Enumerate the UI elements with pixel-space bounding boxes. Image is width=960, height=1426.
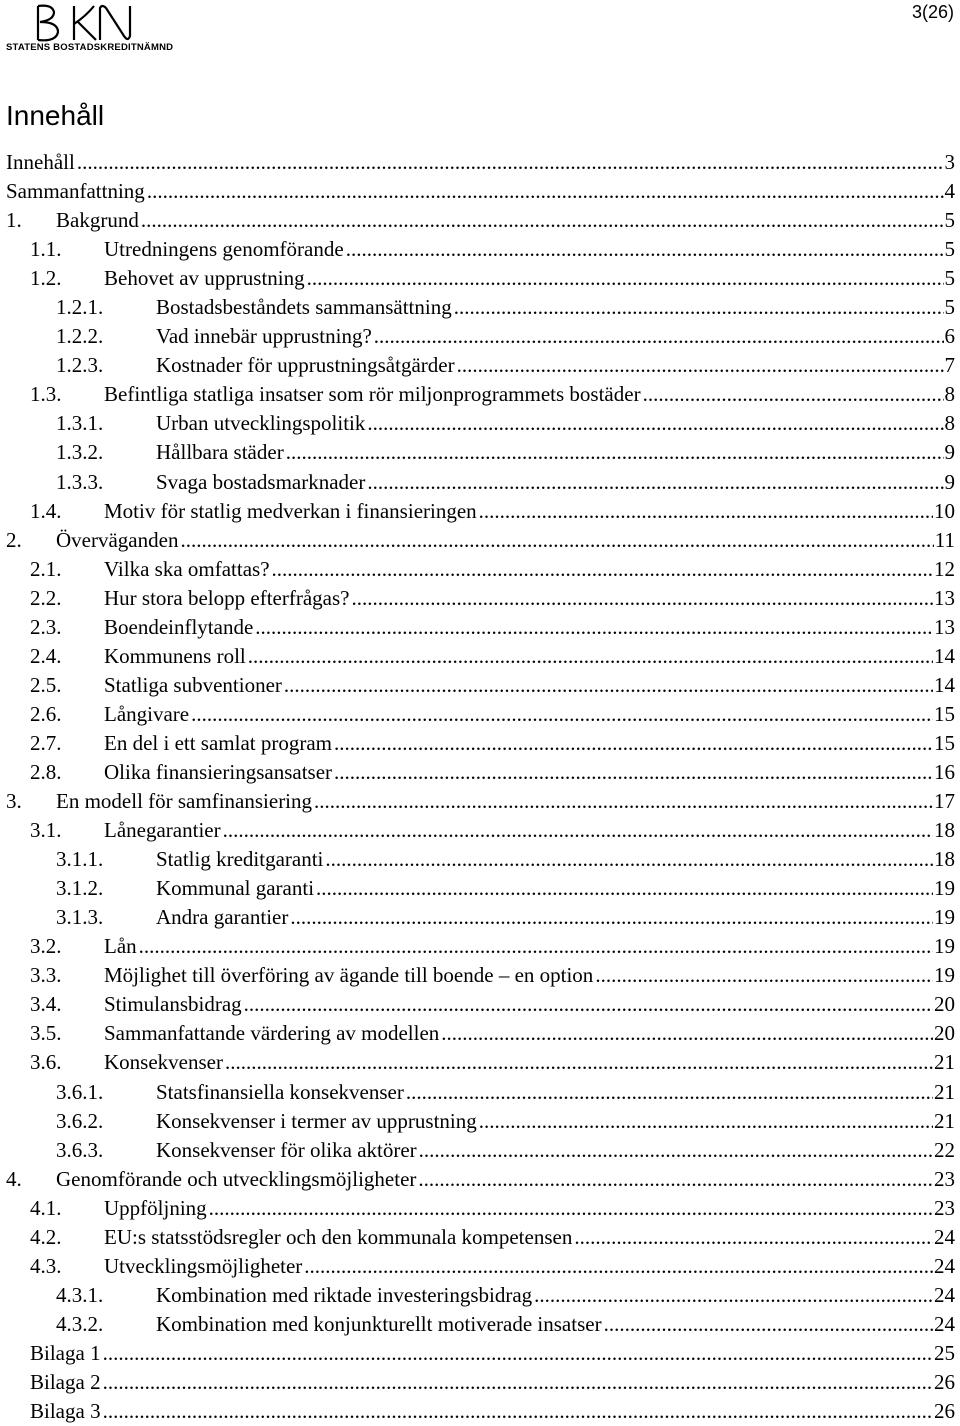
toc-entry-title: En modell för samfinansiering (56, 787, 314, 816)
toc-entry[interactable] (0, 438, 955, 467)
toc-entry-page: 24 (933, 1281, 955, 1310)
toc-dot-leader (286, 438, 944, 467)
toc-entry-number: 1.3.2. (56, 440, 104, 465)
toc-entry[interactable] (0, 1339, 955, 1368)
toc-entry-page: 15 (933, 729, 955, 758)
toc-entry-title: Hållbara städer (156, 438, 286, 467)
toc-entry[interactable] (0, 1281, 955, 1310)
toc-entry[interactable] (0, 526, 955, 555)
toc-entry-page: 26 (933, 1368, 955, 1397)
toc-entry-number: 3.6.2. (56, 1108, 104, 1133)
toc-dot-leader (209, 1194, 933, 1223)
toc-entry-page: 18 (933, 816, 955, 845)
toc-entry-title: Innehåll (6, 148, 77, 177)
toc-entry-page: 22 (933, 1136, 955, 1165)
toc-entry-page: 14 (933, 671, 955, 700)
toc-dot-leader (244, 990, 933, 1019)
toc-dot-leader (419, 1136, 933, 1165)
toc-entry-number: 2.3. (30, 614, 62, 639)
toc-entry[interactable] (0, 1136, 955, 1165)
toc-entry-page: 7 (944, 351, 956, 380)
toc-dot-leader (191, 700, 933, 729)
toc-entry-number: 1.2. (30, 266, 62, 291)
toc-entry-page: 21 (933, 1107, 955, 1136)
toc-entry-title: Urban utvecklingspolitik (156, 409, 367, 438)
toc-dot-leader (574, 1223, 933, 1252)
toc-entry-number: 1.3.1. (56, 411, 104, 436)
toc-entry[interactable] (0, 642, 955, 671)
toc-dot-leader (139, 932, 933, 961)
toc-entry-title: Långivare (104, 700, 191, 729)
toc-entry[interactable] (0, 1194, 955, 1223)
toc-entry[interactable] (0, 932, 955, 961)
toc-entry-page: 5 (944, 206, 956, 235)
toc-entry[interactable] (0, 613, 955, 642)
toc-entry[interactable] (0, 351, 955, 380)
toc-entry-page: 8 (944, 409, 956, 438)
toc-entry[interactable] (0, 816, 955, 845)
toc-dot-leader (479, 497, 933, 526)
toc-dot-leader (103, 1339, 933, 1368)
toc-entry-page: 4 (944, 177, 956, 206)
toc-entry-page: 6 (944, 322, 956, 351)
toc-dot-leader (454, 293, 944, 322)
toc-entry[interactable] (0, 758, 955, 787)
page-title: Innehåll (6, 100, 105, 131)
toc-entry-number: 2.1. (30, 556, 62, 581)
toc-dot-leader (180, 526, 933, 555)
toc-dot-leader (255, 613, 933, 642)
toc-entry-number: 2.5. (30, 672, 62, 697)
toc-entry-number: 4. (6, 1166, 22, 1191)
toc-entry-page: 21 (933, 1078, 955, 1107)
toc-entry[interactable] (0, 700, 955, 729)
toc-dot-leader (441, 1019, 933, 1048)
toc-entry[interactable] (0, 1368, 955, 1397)
toc-dot-leader (290, 903, 933, 932)
toc-entry-number: 4.2. (30, 1224, 62, 1249)
toc-entry-page: 18 (933, 845, 955, 874)
toc-entry-title: Kombination med riktade investeringsbidrag (156, 1281, 534, 1310)
toc-entry-number: 4.3.1. (56, 1282, 104, 1307)
toc-dot-leader (334, 758, 933, 787)
toc-entry-number: 1.3.3. (56, 469, 104, 494)
toc-entry-number: 3.3. (30, 963, 62, 988)
toc-entry-title: Överväganden (56, 526, 180, 555)
toc-entry-page: 9 (944, 468, 956, 497)
toc-dot-leader (346, 235, 944, 264)
toc-entry-title: Kombination med konjunkturellt motiverade insatser (156, 1310, 604, 1339)
toc-dot-leader (351, 584, 933, 613)
toc-entry[interactable] (0, 1252, 955, 1281)
toc-entry-number: 4.3. (30, 1253, 62, 1278)
toc-entry-page: 10 (933, 497, 955, 526)
toc-entry-number: 1.2.1. (56, 295, 104, 320)
toc-entry-number: 3.6. (30, 1050, 62, 1075)
toc-entry-title: Utvecklingsmöjligheter (104, 1252, 304, 1281)
toc-entry-number: 2.4. (30, 643, 62, 668)
toc-entry-number: 1.4. (30, 498, 62, 523)
toc-entry-page: 11 (934, 526, 955, 555)
toc-entry-number: 3.5. (30, 1021, 62, 1046)
toc-entry[interactable] (0, 1078, 955, 1107)
toc-dot-leader (367, 468, 943, 497)
toc-entry[interactable] (0, 468, 955, 497)
toc-entry[interactable] (0, 264, 955, 293)
toc-entry-number: 3.6.3. (56, 1137, 104, 1162)
toc-entry-page: 19 (933, 903, 955, 932)
toc-entry-page: 19 (933, 932, 955, 961)
toc-entry-title: Kostnader för upprustningsåtgärder (156, 351, 457, 380)
toc-entry-title: Befintliga statliga insatser som rör miljonprogrammets bostäder (104, 380, 643, 409)
toc-entry[interactable] (0, 322, 955, 351)
toc-entry-number: 1.2.2. (56, 324, 104, 349)
toc-entry-title: Stimulansbidrag (104, 990, 244, 1019)
toc-entry[interactable] (0, 1019, 955, 1048)
toc-entry[interactable] (0, 1048, 955, 1077)
toc-dot-leader (418, 1165, 933, 1194)
toc-entry-number: 3.6.1. (56, 1079, 104, 1104)
toc-entry-title: Konsekvenser i termer av upprustning (156, 1107, 479, 1136)
toc-entry-page: 24 (933, 1252, 955, 1281)
toc-entry-page: 23 (933, 1194, 955, 1223)
toc-entry-number: 2.8. (30, 759, 62, 784)
toc-dot-leader (604, 1310, 933, 1339)
toc-dot-leader (103, 1397, 933, 1426)
toc-entry-title: Kommunal garanti (156, 874, 316, 903)
toc-entry-title: Uppföljning (104, 1194, 209, 1223)
toc-entry[interactable] (0, 497, 955, 526)
toc-dot-leader (406, 1078, 933, 1107)
toc-entry-page: 5 (944, 264, 956, 293)
toc-entry-number: 1.1. (30, 237, 62, 262)
toc-entry-title: Andra garantier (156, 903, 290, 932)
toc-entry-title: Konsekvenser för olika aktörer (156, 1136, 419, 1165)
toc-entry[interactable] (0, 729, 955, 758)
toc-entry-title: Konsekvenser (104, 1048, 225, 1077)
toc-dot-leader (284, 671, 933, 700)
toc-dot-leader (314, 787, 933, 816)
toc-entry-title: Bakgrund (56, 206, 141, 235)
toc-entry-title: Genomförande och utvecklingsmöjligheter (56, 1165, 418, 1194)
toc-entry-page: 15 (933, 700, 955, 729)
toc-entry-number: 2.7. (30, 730, 62, 755)
bkn-logo-mark (4, 2, 164, 46)
toc-entry-page: 16 (933, 758, 955, 787)
toc-entry-number: 1.3. (30, 382, 62, 407)
toc-entry[interactable] (0, 903, 955, 932)
toc-entry[interactable] (0, 148, 955, 177)
toc-dot-leader (272, 555, 933, 584)
toc-entry[interactable] (0, 380, 955, 409)
toc-entry[interactable] (0, 235, 955, 264)
toc-entry-page: 26 (933, 1397, 955, 1426)
toc-entry-number: 2.2. (30, 585, 62, 610)
toc-dot-leader (248, 642, 933, 671)
bkn-logo (4, 2, 174, 62)
toc-entry-title: Möjlighet till överföring av ägande till boende – en option (104, 961, 595, 990)
toc-entry[interactable] (0, 990, 955, 1019)
toc-entry[interactable] (0, 584, 955, 613)
toc-entry-page: 24 (933, 1223, 955, 1252)
toc-entry-title: Boendeinflytande (104, 613, 255, 642)
toc-entry-number: 3.1. (30, 818, 62, 843)
toc-entry-title: Kommunens roll (104, 642, 248, 671)
toc-entry-title: En del i ett samlat program (104, 729, 334, 758)
toc-entry[interactable] (0, 671, 955, 700)
toc-entry-number: 1. (6, 208, 22, 233)
toc-entry-title: EU:s statsstödsregler och den kommunala kompetensen (104, 1223, 574, 1252)
toc-entry-page: 19 (933, 874, 955, 903)
toc-entry-title: Bostadsbeståndets sammansättning (156, 293, 454, 322)
toc-entry-page: 5 (944, 235, 956, 264)
toc-entry-title: Statliga subventioner (104, 671, 284, 700)
toc-entry[interactable] (0, 1165, 955, 1194)
toc-entry-title: Lån (104, 932, 139, 961)
table-of-contents (0, 148, 955, 1426)
toc-entry-number: 2.6. (30, 701, 62, 726)
toc-entry-number: 3.1.2. (56, 876, 104, 901)
toc-dot-leader (103, 1368, 933, 1397)
toc-entry[interactable] (0, 787, 955, 816)
toc-entry[interactable] (0, 874, 955, 903)
toc-entry-page: 13 (933, 584, 955, 613)
toc-entry-page: 20 (933, 1019, 955, 1048)
toc-dot-leader (307, 264, 944, 293)
toc-entry[interactable] (0, 1107, 955, 1136)
toc-entry-page: 23 (933, 1165, 955, 1194)
toc-dot-leader (147, 177, 944, 206)
toc-entry[interactable] (0, 293, 955, 322)
toc-entry-page: 25 (933, 1339, 955, 1368)
toc-entry-page: 12 (933, 555, 955, 584)
toc-entry[interactable] (0, 1223, 955, 1252)
toc-entry-number: 3.2. (30, 934, 62, 959)
toc-entry-title: Bilaga 3 (30, 1397, 103, 1426)
toc-entry-page: 5 (944, 293, 956, 322)
logo-subtitle: STATENS BOSTADSKREDITNÄMND (6, 42, 174, 53)
toc-entry[interactable] (0, 177, 955, 206)
toc-dot-leader (334, 729, 933, 758)
toc-entry[interactable] (0, 845, 955, 874)
toc-entry-title: Sammanfattande värdering av modellen (104, 1019, 441, 1048)
toc-entry-number: 3.4. (30, 992, 62, 1017)
toc-entry-title: Svaga bostadsmarknader (156, 468, 367, 497)
toc-entry-title: Utredningens genomförande (104, 235, 346, 264)
toc-dot-leader (457, 351, 944, 380)
toc-entry-page: 17 (933, 787, 955, 816)
toc-entry-page: 19 (933, 961, 955, 990)
toc-entry-page: 24 (933, 1310, 955, 1339)
toc-entry-title: Statlig kreditgaranti (156, 845, 325, 874)
toc-entry[interactable] (0, 1310, 955, 1339)
toc-entry[interactable] (0, 961, 955, 990)
toc-dot-leader (304, 1252, 933, 1281)
toc-entry-title: Hur stora belopp efterfrågas? (104, 584, 351, 613)
toc-entry[interactable] (0, 409, 955, 438)
toc-dot-leader (479, 1107, 933, 1136)
toc-entry-page: 21 (933, 1048, 955, 1077)
toc-dot-leader (595, 961, 933, 990)
toc-dot-leader (534, 1281, 933, 1310)
toc-entry-number: 3.1.1. (56, 847, 104, 872)
toc-entry-title: Bilaga 1 (30, 1339, 103, 1368)
toc-entry-title: Sammanfattning (6, 177, 147, 206)
toc-entry-title: Behovet av upprustning (104, 264, 307, 293)
toc-entry-page: 8 (944, 380, 956, 409)
toc-dot-leader (374, 322, 944, 351)
toc-entry-title: Bilaga 2 (30, 1368, 103, 1397)
toc-entry-page: 9 (944, 438, 956, 467)
toc-entry-number: 4.1. (30, 1195, 62, 1220)
toc-entry-title: Vad innebär upprustning? (156, 322, 374, 351)
toc-entry-number: 3. (6, 789, 22, 814)
toc-entry-page: 13 (933, 613, 955, 642)
toc-dot-leader (325, 845, 933, 874)
toc-dot-leader (367, 409, 943, 438)
toc-dot-leader (643, 380, 944, 409)
toc-entry-title: Motiv för statlig medverkan i finansieringen (104, 497, 479, 526)
toc-entry-title: Lånegarantier (104, 816, 223, 845)
toc-dot-leader (225, 1048, 933, 1077)
toc-dot-leader (316, 874, 933, 903)
toc-entry[interactable] (0, 555, 955, 584)
toc-entry-title: Statsfinansiella konsekvenser (156, 1078, 406, 1107)
toc-entry-number: 2. (6, 527, 22, 552)
toc-entry[interactable] (0, 1397, 955, 1426)
toc-entry-number: 3.1.3. (56, 905, 104, 930)
toc-entry-page: 14 (933, 642, 955, 671)
toc-entry-number: 1.2.3. (56, 353, 104, 378)
toc-entry-title: Vilka ska omfattas? (104, 555, 272, 584)
toc-entry-page: 3 (944, 148, 956, 177)
toc-dot-leader (77, 148, 944, 177)
page-number: 3(26) (911, 2, 954, 22)
toc-entry-number: 4.3.2. (56, 1311, 104, 1336)
toc-dot-leader (223, 816, 933, 845)
toc-dot-leader (141, 206, 944, 235)
toc-entry-title: Olika finansieringsansatser (104, 758, 334, 787)
toc-entry-page: 20 (933, 990, 955, 1019)
toc-entry[interactable] (0, 206, 955, 235)
